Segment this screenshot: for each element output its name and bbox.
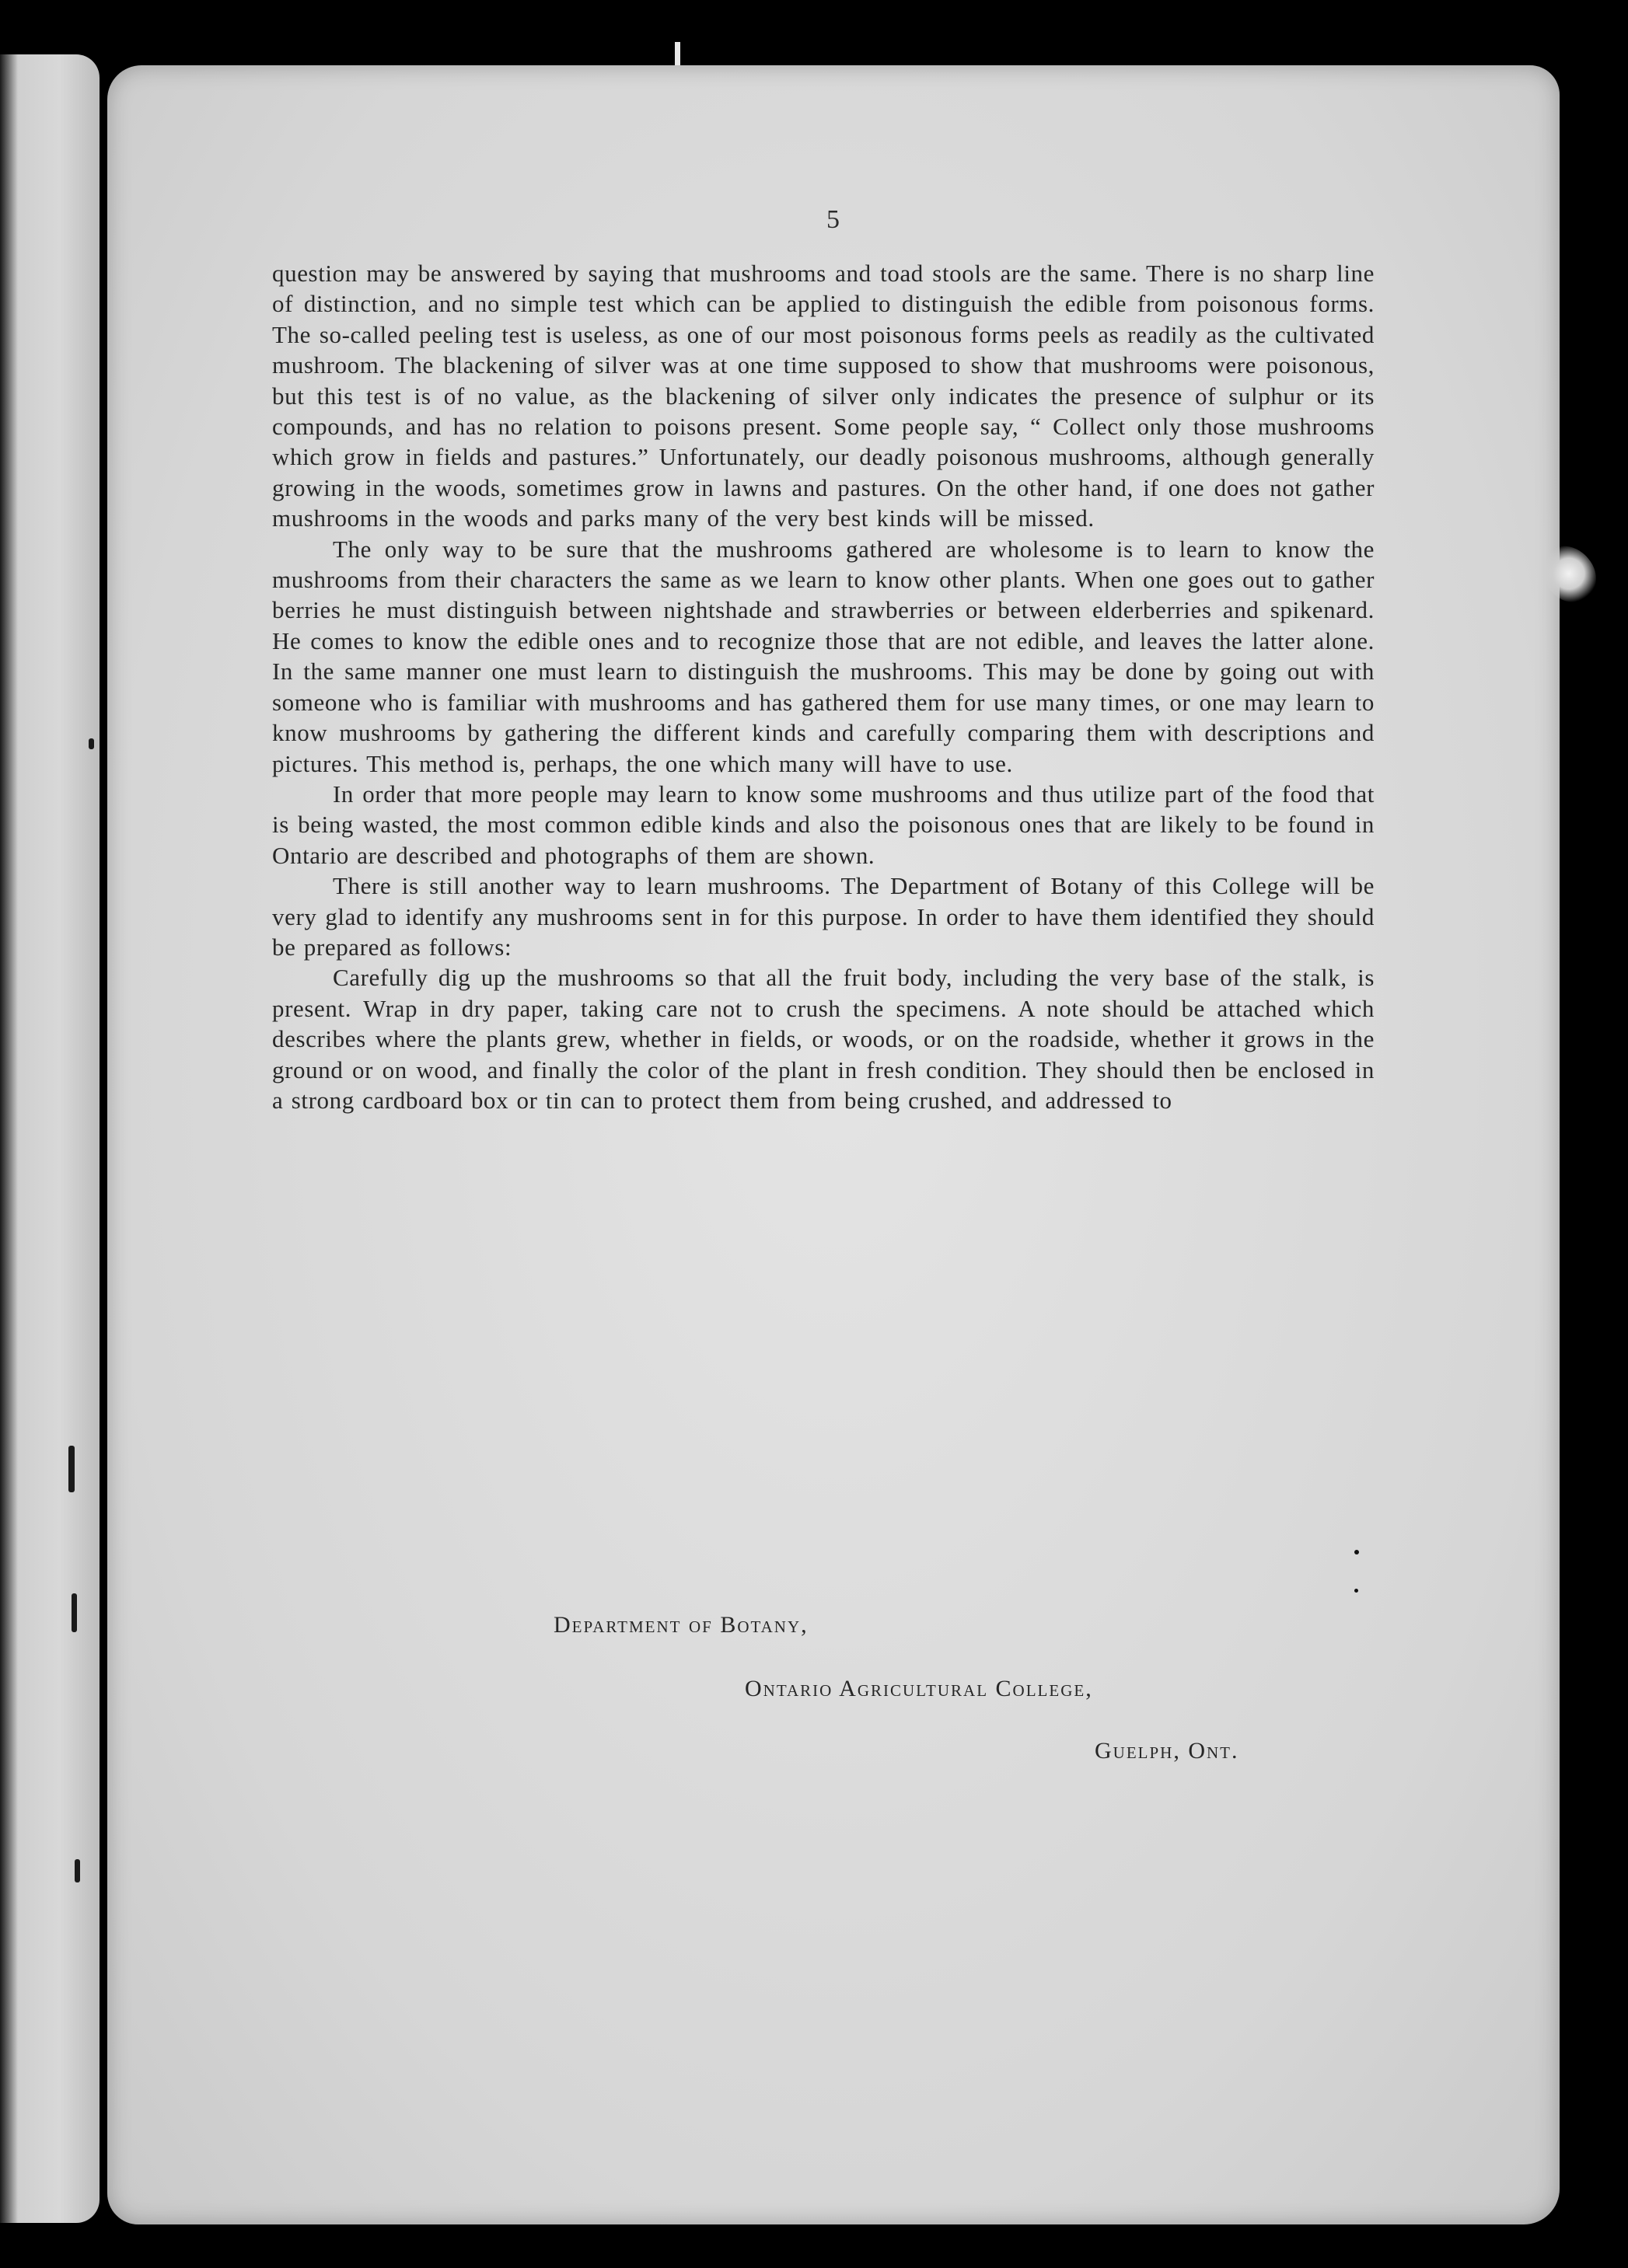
paragraph: The only way to be sure that the mushrooms gathered are wholesome is to learn to know the mushrooms from their characters the same as we learn to know other plants. When one goes out to gather berries he must distinguish between nightshade and strawberries or between elderberries and spikenard. He comes to know the edible ones and to recognize those that are not edible, and leaves the latter alone. In the same manner one must learn to distinguish the mushrooms. This may be done by going out with someone who is familiar with mushrooms and has gathered them for use many times, or one may learn to know mushrooms by gathering the different kinds and carefully comparing them with descriptions and pictures. This method is, perhaps, the one which many will have to use. bbox=[272, 535, 1375, 777]
paragraph: In order that more people may learn to know some mushrooms and thus utilize part of the food that is being wasted, the most common edible kinds and also the poisonous ones that are likely to be found in Ontario are described and photographs of them are shown. bbox=[272, 780, 1375, 869]
paragraph: There is still another way to learn mushrooms. The Department of Botany of this College will be very glad to identify any mushrooms sent in for this purpose. In order to have them identified they should be prepared as follows: bbox=[272, 872, 1375, 961]
margin-mark bbox=[75, 1859, 80, 1882]
scan-mark bbox=[675, 42, 680, 65]
page-number: 5 bbox=[826, 205, 840, 234]
paragraph: Carefully dig up the mushrooms so that all the fruit body, including the very base of the stalk, is present. Wrap in dry paper, taking care not to crush the specimens. A note should be attached which describes where the plants grew, whether in fields, or woods, or on the roadside, whether it grows in the ground or on wood, and finally the color of the plant in fresh condition. They should then be enclosed in a strong cardboard box or tin can to protect them from being crushed, and addressed to bbox=[272, 964, 1375, 1114]
speck bbox=[1354, 1550, 1359, 1554]
left-page-edge bbox=[0, 54, 100, 2223]
address-college: Ontario Agricultural College, bbox=[745, 1676, 1093, 1701]
speck bbox=[1354, 1589, 1358, 1593]
address-city: Guelph, Ont. bbox=[1095, 1738, 1239, 1764]
body-text bbox=[272, 258, 1375, 1115]
document-page bbox=[107, 65, 1560, 2224]
paragraph: question may be answered by saying that mushrooms and toad stools are the same. There is no sharp line of distinction, and no simple test which can be applied to distinguish the edible from poisonous forms. The so-called peeling test is useless, as one of our most poisonous forms peels as readily as the cultivated mushroom. The blackening of silver was at one time supposed to show that mushrooms were poisonous, but this test is of no value, as the blackening of silver only indicates the presence of sulphur or its compounds, and has no relation to poisons present. Some people say, “ Collect only those mushrooms which grow in fields and pastures.” Unfortunately, our deadly poisonous mushrooms, although generally growing in the woods, sometimes grow in lawns and pastures. On the other hand, if one does not gather mushrooms in the woods and parks many of the very best kinds will be missed. bbox=[272, 260, 1375, 532]
address-department: Department of Botany, bbox=[554, 1612, 809, 1638]
margin-mark bbox=[72, 1593, 77, 1632]
margin-mark bbox=[68, 1446, 75, 1492]
margin-mark bbox=[89, 738, 94, 749]
